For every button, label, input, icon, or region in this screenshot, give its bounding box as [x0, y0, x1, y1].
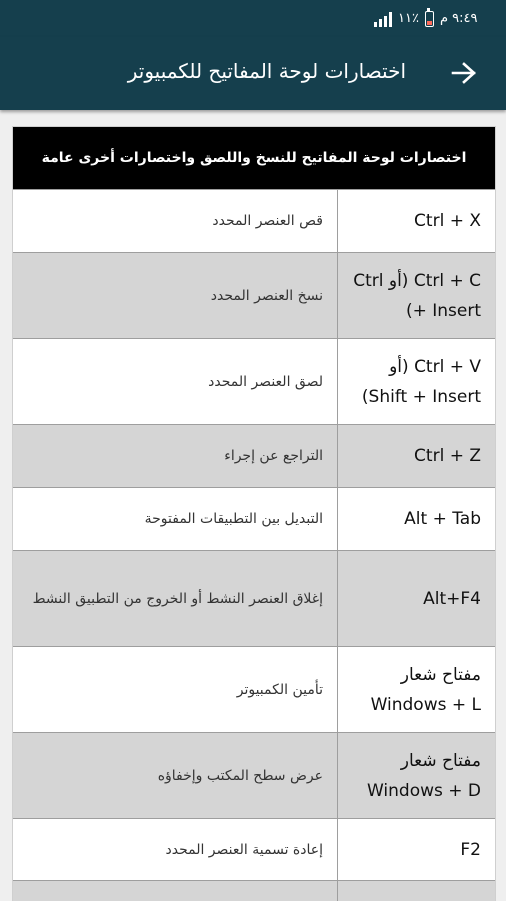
- status-bar: [0, 0, 506, 37]
- shortcut-description: إعادة تسمية العنصر المحدد: [165, 841, 323, 858]
- shortcut-description: قص العنصر المحدد: [212, 213, 323, 229]
- table-row: [13, 424, 495, 487]
- table-row: [13, 338, 495, 424]
- shortcut-key: Alt+F4: [337, 551, 495, 646]
- shortcut-key: F2: [337, 819, 495, 880]
- clock: ٩:٤٩ م: [439, 11, 478, 26]
- shortcut-description: عرض سطح المكتب وإخفاؤه: [157, 767, 323, 784]
- table-row: [13, 732, 495, 818]
- table-row: [13, 550, 495, 646]
- shortcut-key: Ctrl + C (أو Ctrl + Insert): [337, 253, 495, 338]
- signal-icon: [374, 11, 392, 27]
- shortcut-key: Alt + Tab: [337, 488, 495, 550]
- battery-icon: [425, 11, 434, 27]
- shortcut-description: تأمين الكمبيوتر: [236, 681, 323, 698]
- shortcut-description: نسخ العنصر المحدد: [210, 287, 323, 304]
- battery-percentage: ١١٪: [398, 11, 419, 26]
- status-indicators: [374, 0, 477, 37]
- table-row: [13, 818, 495, 880]
- shortcuts-table: [12, 126, 496, 901]
- table-row: [13, 189, 495, 252]
- table-header: اختصارات لوحة المفاتيح للنسخ واللصق واختصارات أخرى عامة: [13, 127, 495, 189]
- shortcut-description: التراجع عن إجراء: [224, 448, 323, 464]
- table-row: [13, 252, 495, 338]
- app-bar: [0, 37, 506, 110]
- shortcut-key: Ctrl + Z: [337, 425, 495, 487]
- shortcut-key: مفتاح شعار Windows + D: [337, 733, 495, 818]
- shortcut-description: التبديل بين التطبيقات المفتوحة: [144, 511, 323, 527]
- table-row: [13, 487, 495, 550]
- shortcut-key: مفتاح شعار Windows + L: [337, 647, 495, 732]
- page-title: اختصارات لوحة المفاتيح للكمبيوتر: [127, 59, 406, 83]
- arrow-right-icon[interactable]: [446, 55, 482, 91]
- shortcut-key: Ctrl + X: [337, 190, 495, 252]
- shortcut-key-empty: [337, 881, 495, 901]
- shortcut-description: إغلاق العنصر النشط أو الخروج من التطبيق النشط: [32, 590, 323, 607]
- shortcut-description: لصق العنصر المحدد: [208, 373, 323, 390]
- shortcut-key: Ctrl + V (أو Shift + Insert): [337, 339, 495, 424]
- shortcut-description-empty: [13, 881, 337, 901]
- table-row: [13, 646, 495, 732]
- table-row-partial: [13, 880, 495, 901]
